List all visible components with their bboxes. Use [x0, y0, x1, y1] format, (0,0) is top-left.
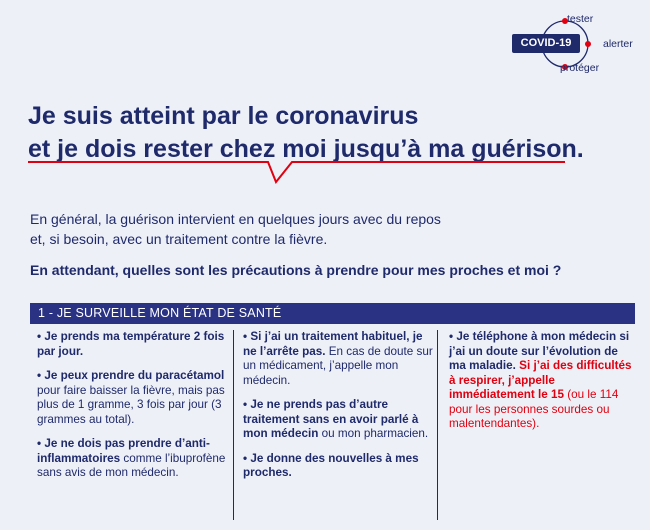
intro-text	[30, 209, 630, 249]
item-text: comme l’ibuprofène sans avis de mon médecin.	[37, 451, 226, 479]
item-bold: • Si j’ai un traitement habituel, je ne l’arrête pas.	[243, 330, 423, 358]
column-divider	[437, 330, 438, 520]
list-item	[243, 398, 433, 442]
speech-bubble-underline	[0, 154, 650, 194]
list-item	[243, 452, 433, 481]
intro-line-1: En général, la guérison intervient en quelques jours avec du repos	[30, 211, 441, 227]
covid19-logo	[505, 10, 645, 80]
logo-word-alerter: alerter	[603, 38, 633, 50]
list-item	[37, 437, 227, 481]
item-bold: • Je prends ma température 2 fois par jour.	[37, 330, 225, 358]
column-2	[243, 330, 433, 491]
title-line-1: Je suis atteint par le coronavirus	[28, 102, 419, 130]
column-3	[449, 330, 635, 442]
item-text: En cas de doute sur un médicament, j’appelle mon médecin.	[243, 344, 433, 387]
item-text: pour faire baisser la fièvre, mais pas plus de 1 gramme, 3 fois par jour (3 grammes au total).	[37, 383, 225, 426]
column-divider	[233, 330, 234, 520]
list-item	[37, 369, 227, 427]
item-urgent-text: Si j’ai des difficultés à respirer, j’appelle immédiatement le 15	[449, 359, 632, 401]
list-item	[449, 330, 635, 432]
logo-word-proteger: protéger	[560, 62, 600, 74]
item-bold: • Je ne dois pas prendre d’anti-inflammatoires	[37, 437, 210, 465]
item-text: ou mon pharmacien.	[318, 427, 429, 440]
column-1	[37, 330, 227, 491]
intro-line-2: et, si besoin, avec un traitement contre la fièvre.	[30, 231, 328, 247]
logo-badge: COVID-19	[512, 34, 580, 53]
item-bold: • Je ne prends pas d’autre traitement sans en avoir parlé à mon médecin	[243, 398, 419, 440]
title-line-2: et je dois rester chez moi jusqu’à ma guérison.	[28, 135, 584, 163]
list-item	[243, 330, 433, 388]
item-bold: • Je téléphone à mon médecin si j’ai un doute sur l’évolution de ma maladie.	[449, 330, 630, 372]
logo-word-tester: tester	[567, 13, 594, 25]
item-bold: • Je donne des nouvelles à mes proches.	[243, 451, 419, 479]
list-item	[37, 330, 227, 359]
section-divider	[30, 323, 635, 324]
section-header: 1 - JE SURVEILLE MON ÉTAT DE SANTÉ	[30, 303, 635, 323]
item-bold: • Je peux prendre du paracétamol	[37, 369, 225, 382]
question-text: En attendant, quelles sont les précautions à prendre pour mes proches et moi ?	[30, 262, 562, 278]
item-note-text: (ou le 114 pour les personnes sourdes ou malentendantes).	[449, 388, 619, 430]
